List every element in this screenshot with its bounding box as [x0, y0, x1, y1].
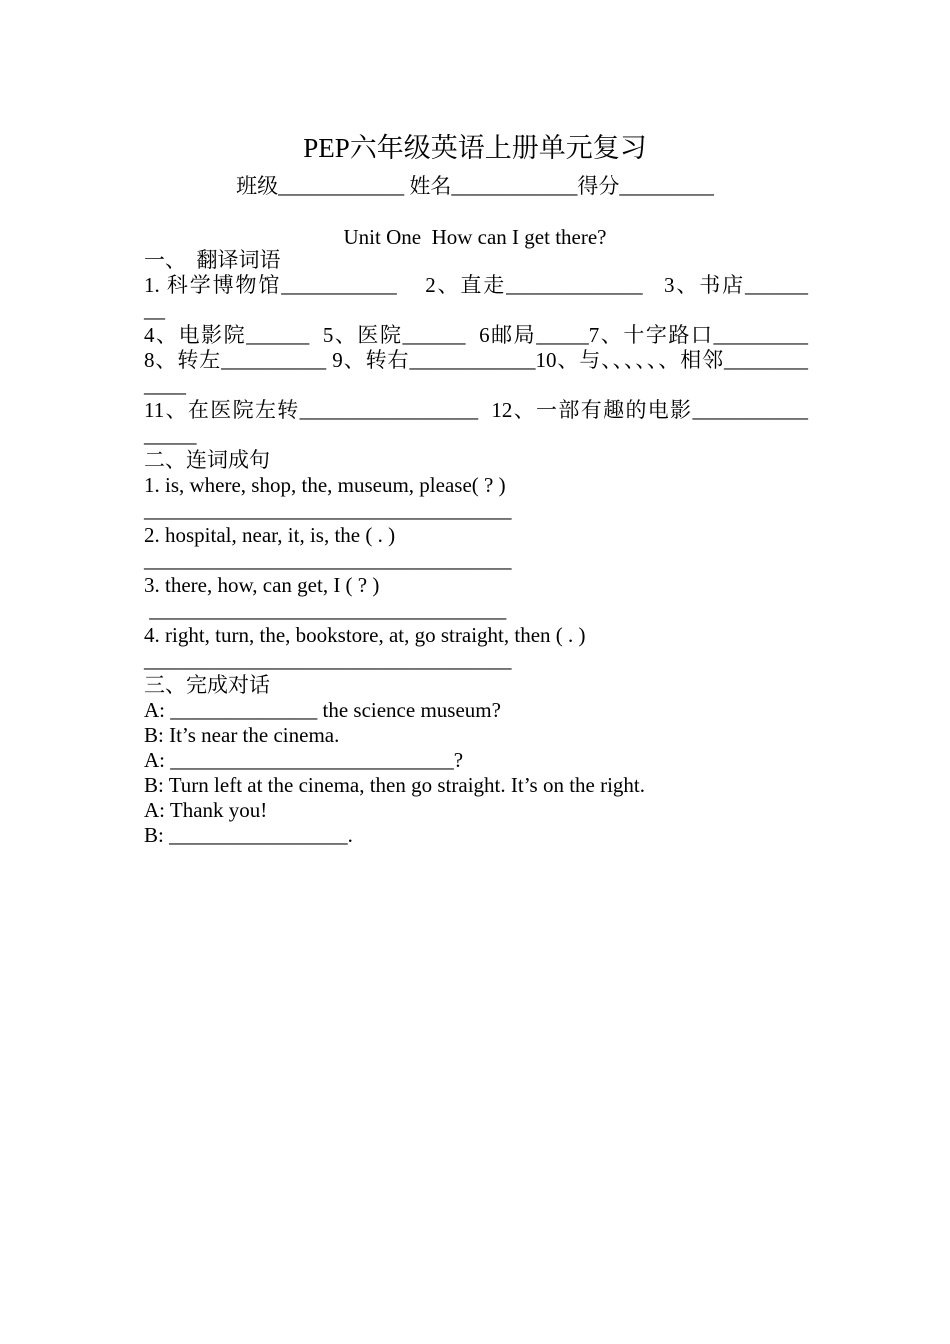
section3-heading: 三、完成对话 — [144, 673, 270, 697]
section1-heading: 一、 翻译词语 — [144, 248, 281, 272]
sentence-prompt-4: 4. right, turn, the, bookstore, at, go straight, then ( . ) — [144, 623, 586, 647]
worksheet-body — [144, 248, 808, 848]
sentence-prompt-1: 1. is, where, shop, the, museum, please( ? ) — [144, 473, 506, 497]
dialogue-line-1: A: ______________ the science museum? — [144, 698, 501, 722]
unit-title: Unit One How can I get there? — [343, 225, 607, 249]
sentence-answer-line-3: __________________________________ — [144, 598, 507, 622]
vocab-line-1: 1. 科学博物馆___________ 2、直走_____________ 3、书店______ — [144, 273, 808, 297]
page-title: PEP六年级英语上册单元复习 — [303, 133, 647, 163]
dialogue-line-5: A: Thank you! — [144, 798, 268, 822]
sentence-answer-line-4: ___________________________________ — [144, 648, 512, 672]
sentence-prompt-3: 3. there, how, can get, I ( ? ) — [144, 573, 380, 597]
sentence-answer-line-1: ___________________________________ — [144, 498, 512, 522]
vocab-line-3: 8、转左__________ 9、转右____________10、与、、、、、、相邻________ — [144, 348, 808, 372]
vocab-line-1-cont: __ — [144, 298, 165, 322]
student-info-line: 班级____________ 姓名____________得分_________ — [236, 174, 714, 198]
vocab-line-4: 11、在医院左转_________________ 12、一部有趣的电影___________ — [144, 398, 808, 422]
section2-heading: 二、连词成句 — [144, 448, 270, 472]
dialogue-line-2: B: It’s near the cinema. — [144, 723, 340, 747]
dialogue-line-3: A: ___________________________? — [144, 748, 464, 772]
sentence-answer-line-2: ___________________________________ — [144, 548, 512, 572]
vocab-line-3-cont: ____ — [144, 373, 186, 397]
vocab-line-2: 4、电影院______ 5、医院______ 6邮局_____7、十字路口_________ — [144, 323, 808, 347]
vocab-line-4-cont: _____ — [144, 423, 197, 447]
dialogue-line-6: B: _________________. — [144, 823, 353, 847]
sentence-prompt-2: 2. hospital, near, it, is, the ( . ) — [144, 523, 396, 547]
dialogue-line-4: B: Turn left at the cinema, then go straight. It’s on the right. — [144, 773, 646, 797]
